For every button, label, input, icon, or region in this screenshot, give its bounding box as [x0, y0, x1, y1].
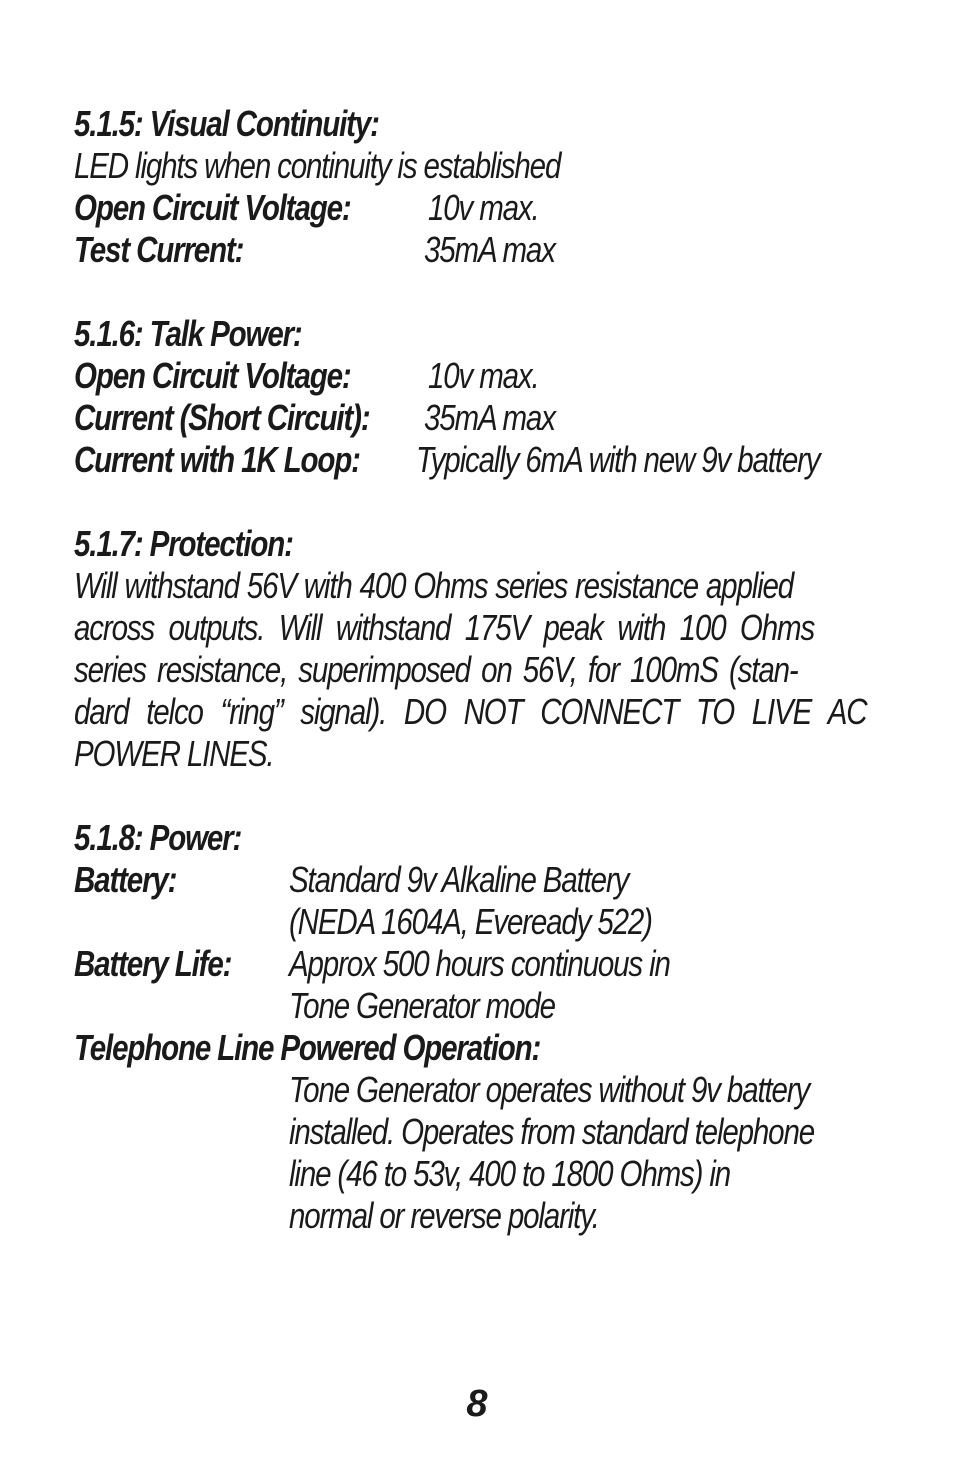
spec-value-short-circuit-current: 35mA max	[424, 397, 555, 438]
spec-value-test-current: 35mA max	[424, 229, 555, 270]
section-heading-talk-power: 5.1.6: Talk Power:	[74, 313, 302, 354]
spec-label-test-current: Test Current:	[74, 229, 244, 270]
spec-value-open-circuit-voltage: 10v max.	[428, 355, 539, 396]
spec-value-battery-line: (NEDA 1604A, Eveready 522)	[289, 901, 652, 942]
page-number: 8	[466, 1383, 488, 1425]
spec-value-open-circuit-voltage: 10v max.	[428, 187, 539, 228]
spec-label-open-circuit-voltage: Open Circuit Voltage:	[74, 187, 351, 228]
spec-value-current-1k-loop: Typically 6mA with new 9v battery	[416, 439, 820, 480]
spec-value-battery-life-line: Tone Generator mode	[289, 985, 555, 1026]
protection-text-line: POWER LINES.	[74, 733, 274, 774]
line-powered-text-line: installed. Operates from standard telephone	[289, 1111, 814, 1152]
spec-label-short-circuit-current: Current (Short Circuit):	[74, 397, 370, 438]
spec-label-battery-life: Battery Life:	[74, 943, 232, 984]
spec-label-line-powered-operation: Telephone Line Powered Operation:	[74, 1027, 541, 1068]
protection-text-line: series resistance, superimposed on 56V, for 100mS (stan-	[74, 649, 798, 690]
protection-text-line: Will withstand 56V with 400 Ohms series resistance applied	[74, 565, 794, 606]
protection-text-line: across outputs. Will withstand 175V peak with 100 Ohms	[74, 607, 815, 648]
spec-value-battery-line: Standard 9v Alkaline Battery	[289, 859, 629, 900]
section-heading-protection: 5.1.7: Protection:	[74, 523, 293, 564]
spec-value-battery-life-line: Approx 500 hours continuous in	[289, 943, 670, 984]
line-powered-text-line: normal or reverse polarity.	[289, 1195, 599, 1236]
line-powered-text-line: Tone Generator operates without 9v battery	[289, 1069, 810, 1110]
section-heading-power: 5.1.8: Power:	[74, 817, 242, 858]
section-heading-visual-continuity: 5.1.5: Visual Continuity:	[74, 103, 379, 144]
protection-text-line: dard telco “ring” signal). DO NOT CONNECT TO LIVE AC	[74, 691, 867, 732]
visual-continuity-description: LED lights when continuity is established	[74, 145, 561, 186]
spec-label-current-1k-loop: Current with 1K Loop:	[74, 439, 360, 480]
spec-label-battery: Battery:	[74, 859, 177, 900]
line-powered-text-line: line (46 to 53v, 400 to 1800 Ohms) in	[289, 1153, 731, 1194]
spec-label-open-circuit-voltage: Open Circuit Voltage:	[74, 355, 351, 396]
